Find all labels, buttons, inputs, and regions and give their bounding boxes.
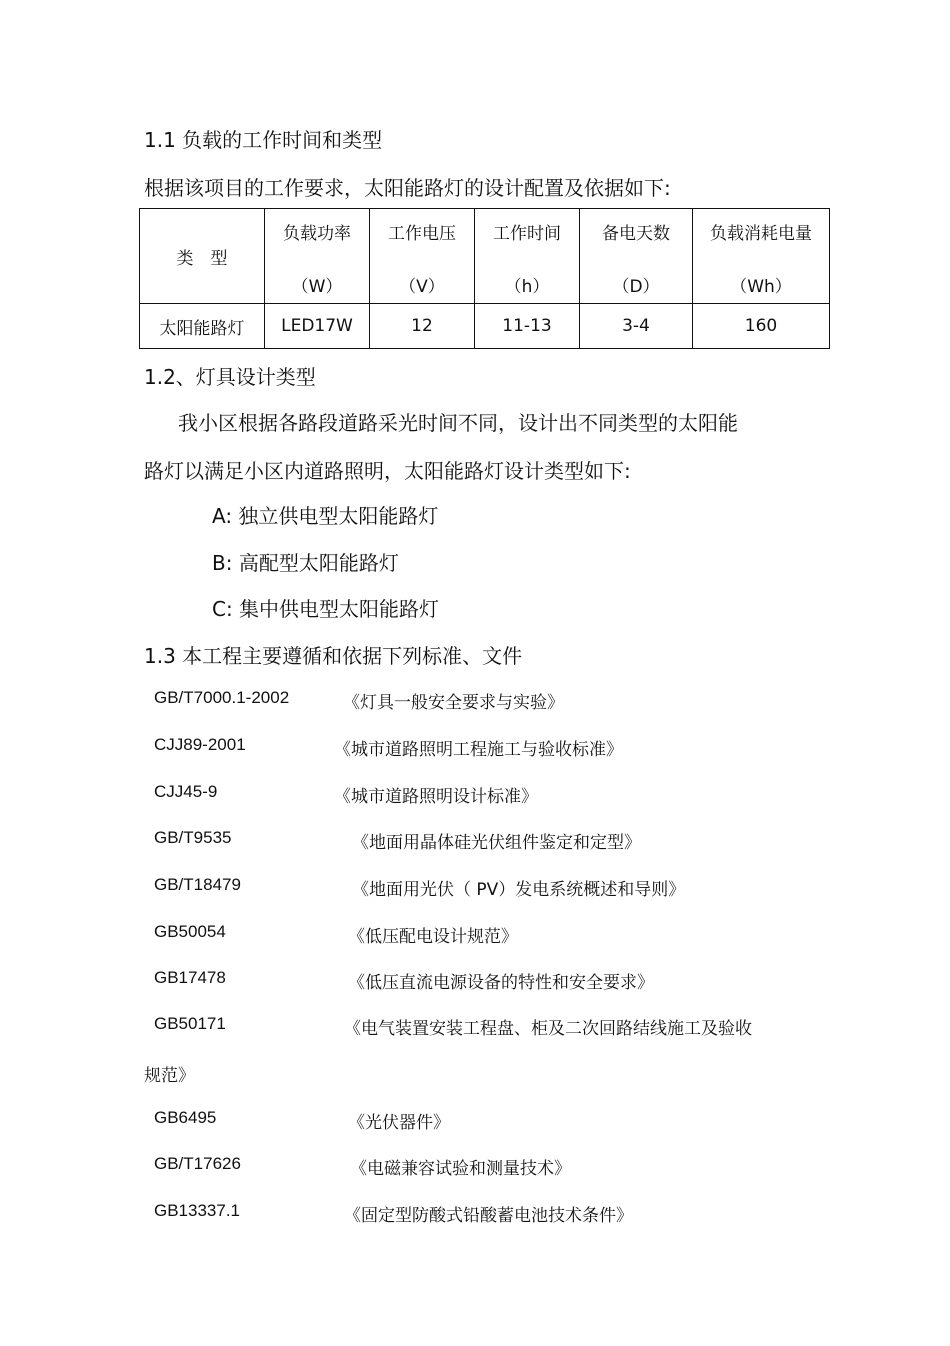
header-cell-voltage [370, 209, 475, 304]
header-label: 负载消耗电量 [710, 224, 812, 244]
standard-title: 《光伏器件》 [348, 1113, 450, 1133]
standard-code: CJJ45-9 [154, 782, 218, 801]
standard-code: GB/T17626 [154, 1154, 241, 1173]
spec-table [139, 208, 830, 349]
standard-code: GB/T7000.1-2002 [154, 688, 290, 707]
standard-code: CJJ89-2001 [154, 735, 246, 754]
table-row [140, 209, 830, 304]
standard-code: GB/T9535 [154, 828, 232, 847]
standard-title: 《城市道路照明设计标准》 [334, 787, 538, 807]
header-unit: （V） [399, 277, 445, 297]
standard-title: 《地面用光伏（ PV）发电系统概述和导则》 [352, 880, 686, 900]
header-cell-type [140, 209, 265, 304]
table-cell: 160 [693, 304, 830, 349]
header-cell-hours [475, 209, 580, 304]
section-heading-1-3: 1.3 本工程主要遵循和依据下列标准、文件 [144, 644, 523, 668]
standard-title: 《城市道路照明工程施工与验收标准》 [334, 740, 623, 760]
header-label: 类 型 [176, 248, 228, 269]
table-cell: 11-13 [475, 304, 580, 349]
section-heading-1-2: 1.2、灯具设计类型 [144, 365, 316, 389]
table-cell: LED17W [265, 304, 370, 349]
table-cell: 3-4 [580, 304, 693, 349]
standard-code: GB6495 [154, 1108, 217, 1127]
standard-title: 《低压直流电源设备的特性和安全要求》 [348, 973, 654, 993]
standard-title: 《低压配电设计规范》 [348, 927, 518, 947]
standard-title: 《地面用晶体硅光伏组件鉴定和定型》 [352, 833, 641, 853]
header-unit: （D） [612, 277, 660, 297]
section-intro: 根据该项目的工作要求，太阳能路灯的设计配置及依据如下: [144, 176, 671, 200]
header-cell-backup-days [580, 209, 693, 304]
table-cell: 太阳能路灯 [140, 304, 265, 349]
standard-title-continuation: 规范》 [144, 1066, 195, 1086]
list-item: B: 高配型太阳能路灯 [212, 551, 399, 575]
header-unit: （W） [291, 277, 343, 297]
paragraph-line: 我小区根据各路段道路采光时间不同，设计出不同类型的太阳能 [178, 411, 738, 435]
header-unit: （h） [504, 277, 550, 297]
standard-title: 《电磁兼容试验和测量技术》 [350, 1159, 571, 1179]
header-label: 工作电压 [388, 224, 456, 244]
standard-title: 《固定型防酸式铅酸蓄电池技术条件》 [344, 1206, 633, 1226]
standard-code: GB17478 [154, 968, 226, 987]
list-item: C: 集中供电型太阳能路灯 [212, 597, 440, 621]
section-heading-1-1: 1.1 负载的工作时间和类型 [144, 128, 383, 152]
table-row [140, 304, 830, 349]
header-label: 工作时间 [493, 224, 561, 244]
header-cell-consumption [693, 209, 830, 304]
header-unit: （Wh） [730, 277, 792, 297]
header-label: 备电天数 [602, 224, 670, 244]
standard-title: 《灯具一般安全要求与实验》 [343, 693, 564, 713]
standard-code: GB/T18479 [154, 875, 241, 894]
standard-title: 《电气装置安装工程盘、柜及二次回路结线施工及验收 [344, 1019, 752, 1039]
standard-code: GB50171 [154, 1014, 226, 1033]
paragraph-line: 路灯以满足小区内道路照明，太阳能路灯设计类型如下: [144, 459, 631, 483]
header-label: 负载功率 [283, 224, 351, 244]
list-item: A: 独立供电型太阳能路灯 [212, 504, 439, 528]
standard-code: GB50054 [154, 922, 226, 941]
header-cell-power [265, 209, 370, 304]
table-cell: 12 [370, 304, 475, 349]
standard-code: GB13337.1 [154, 1201, 241, 1220]
